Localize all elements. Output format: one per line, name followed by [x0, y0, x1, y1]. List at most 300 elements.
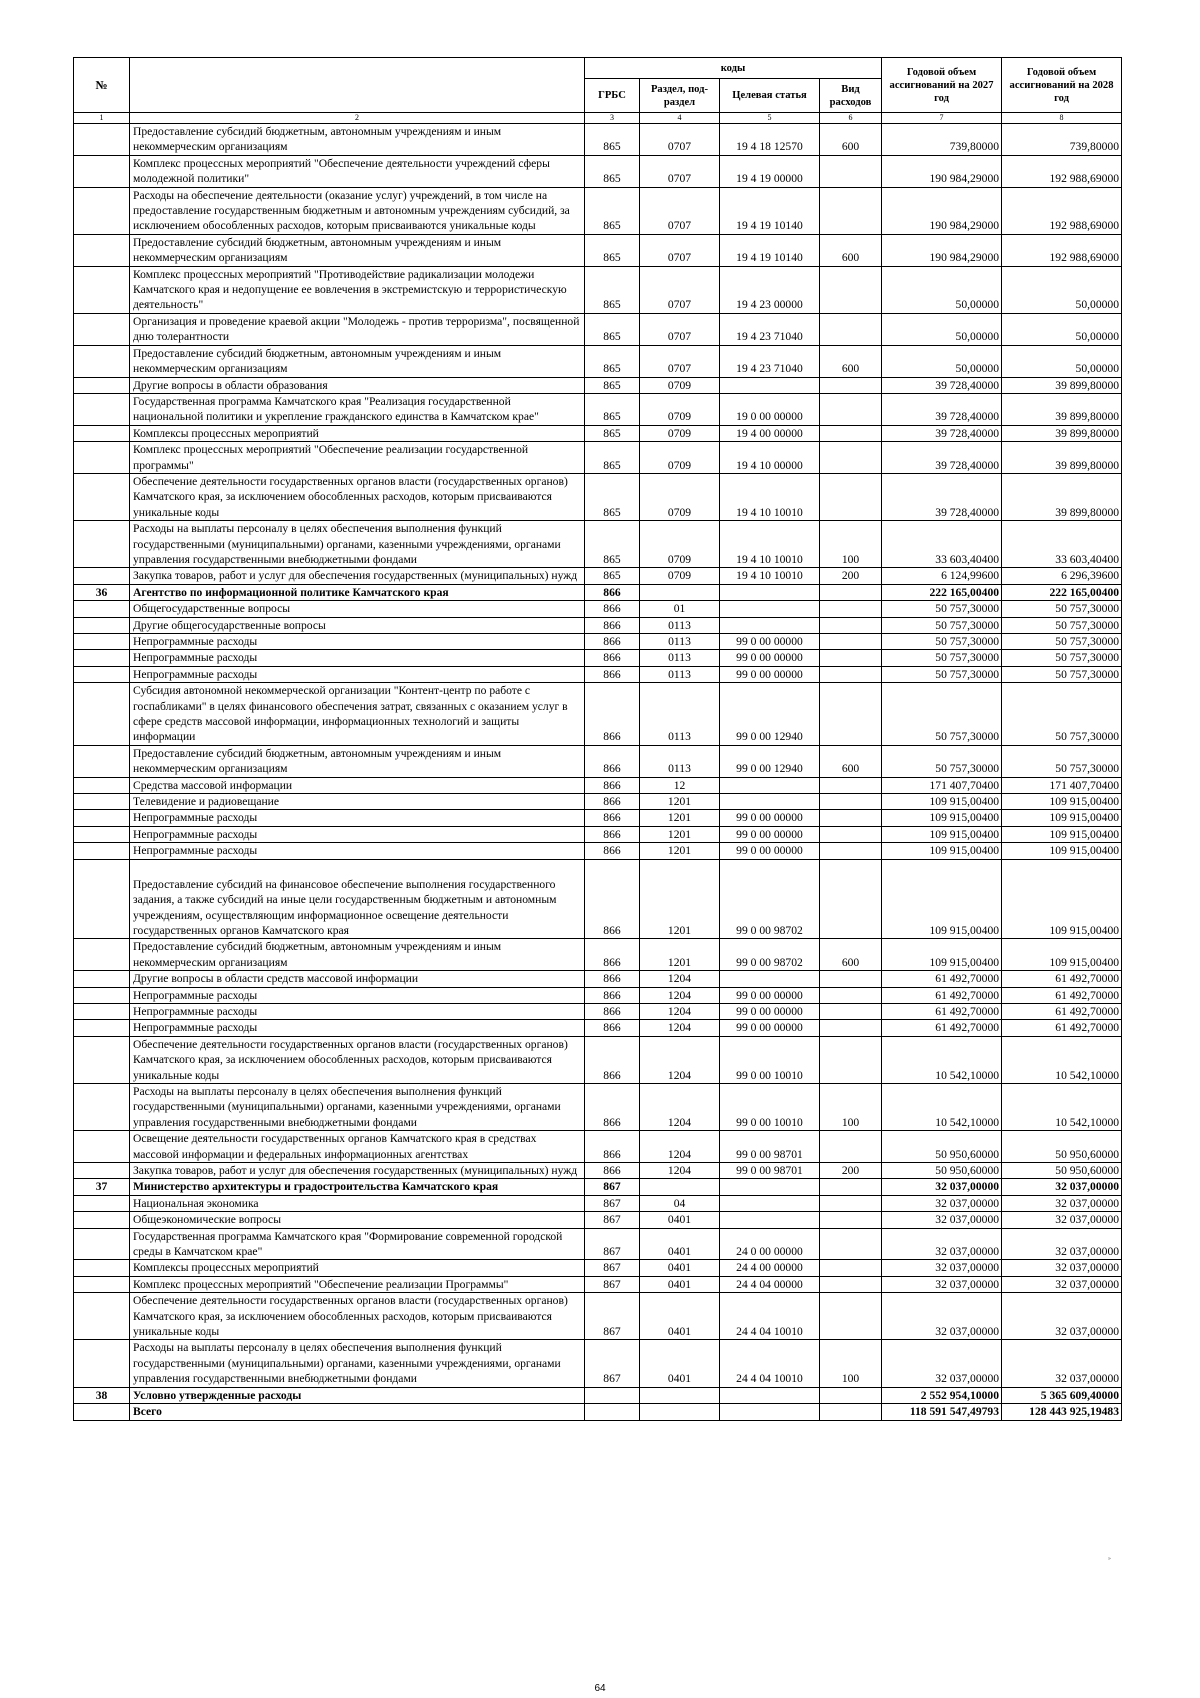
row-amount-2027: 50 757,30000: [882, 650, 1002, 666]
row-grbs: 866: [585, 650, 640, 666]
row-number: [74, 617, 130, 633]
row-number: 38: [74, 1387, 130, 1403]
table-row: [74, 987, 1122, 1003]
row-name: Обеспечение деятельности государственных органов власти (государственных органов) Камчатского края, за исключением обособленных расходов, которым присваиваются уникальные коды: [130, 1036, 585, 1083]
row-amount-2027: 118 591 547,49793: [882, 1404, 1002, 1420]
row-number: [74, 1131, 130, 1163]
row-section: 0113: [640, 617, 720, 633]
row-name: Всего: [130, 1404, 585, 1420]
row-kind: [820, 666, 882, 682]
row-target: 24 0 00 00000: [720, 1228, 820, 1260]
header-target: Целевая статья: [720, 79, 820, 113]
row-grbs: 867: [585, 1340, 640, 1387]
row-name: Национальная экономика: [130, 1195, 585, 1211]
row-amount-2028: 5 365 609,40000: [1002, 1387, 1122, 1403]
row-target: 19 4 10 10010: [720, 568, 820, 584]
row-grbs: 866: [585, 826, 640, 842]
row-number: 37: [74, 1179, 130, 1195]
row-section: 0707: [640, 155, 720, 187]
table-row: [74, 1020, 1122, 1036]
row-target: 19 4 18 12570: [720, 124, 820, 156]
row-target: 19 4 19 00000: [720, 155, 820, 187]
table-row: [74, 810, 1122, 826]
row-grbs: 865: [585, 425, 640, 441]
row-target: 19 4 23 71040: [720, 313, 820, 345]
row-amount-2028: 222 165,00400: [1002, 584, 1122, 600]
column-index: 7: [882, 113, 1002, 124]
row-grbs: 866: [585, 1131, 640, 1163]
row-number: [74, 1228, 130, 1260]
row-grbs: 867: [585, 1195, 640, 1211]
row-amount-2027: 32 037,00000: [882, 1179, 1002, 1195]
table-row: [74, 666, 1122, 682]
row-amount-2027: 39 728,40000: [882, 473, 1002, 520]
row-name: Государственная программа Камчатского края "Формирование современной городской среды в Камчатском крае": [130, 1228, 585, 1260]
row-section: 0707: [640, 345, 720, 377]
row-amount-2027: 61 492,70000: [882, 987, 1002, 1003]
table-row: [74, 745, 1122, 777]
row-kind: [820, 1260, 882, 1276]
row-section: 12: [640, 777, 720, 793]
row-kind: [820, 794, 882, 810]
row-amount-2028: 32 037,00000: [1002, 1212, 1122, 1228]
row-number: [74, 313, 130, 345]
row-section: 0709: [640, 425, 720, 441]
row-name: Расходы на обеспечение деятельности (оказание услуг) учреждений, в том числе на предоставление государственным бюджетным и автономным учреждениям субсидий, за исключением обособленных расходов, которым присваиваются уникальные коды: [130, 187, 585, 234]
row-grbs: 866: [585, 584, 640, 600]
row-amount-2028: 6 296,39600: [1002, 568, 1122, 584]
table-row: [74, 1260, 1122, 1276]
row-grbs: [585, 1387, 640, 1403]
row-name: Непрограммные расходы: [130, 810, 585, 826]
row-name: Субсидия автономной некоммерческой организации "Контент-центр по работе с госпабликами" в целях финансового обеспечения затрат, связанных с оказанием услуг в сфере средств массовой информации, информационных технологий и защиты информации: [130, 683, 585, 746]
row-number: [74, 745, 130, 777]
row-target: 99 0 00 10010: [720, 1083, 820, 1130]
row-kind: [820, 155, 882, 187]
row-grbs: 867: [585, 1179, 640, 1195]
row-kind: 600: [820, 939, 882, 971]
row-amount-2027: 10 542,10000: [882, 1083, 1002, 1130]
row-grbs: 866: [585, 1083, 640, 1130]
table-row: [74, 971, 1122, 987]
row-amount-2027: 109 915,00400: [882, 843, 1002, 859]
row-amount-2027: 50 950,60000: [882, 1131, 1002, 1163]
row-kind: [820, 650, 882, 666]
row-number: [74, 1293, 130, 1340]
row-name: Комплексы процессных мероприятий: [130, 425, 585, 441]
table-row: [74, 187, 1122, 234]
row-grbs: 866: [585, 1020, 640, 1036]
table-row: [74, 777, 1122, 793]
row-name: Непрограммные расходы: [130, 1020, 585, 1036]
row-amount-2028: 32 037,00000: [1002, 1228, 1122, 1260]
row-section: 1201: [640, 810, 720, 826]
row-name: Другие общегосударственные вопросы: [130, 617, 585, 633]
row-number: [74, 1003, 130, 1019]
row-number: [74, 939, 130, 971]
row-grbs: 865: [585, 345, 640, 377]
row-target: 99 0 00 98701: [720, 1163, 820, 1179]
row-target: [720, 794, 820, 810]
column-index: 3: [585, 113, 640, 124]
row-target: 24 4 04 10010: [720, 1340, 820, 1387]
row-amount-2027: 50 757,30000: [882, 683, 1002, 746]
row-section: 1204: [640, 1003, 720, 1019]
row-target: 19 4 00 00000: [720, 425, 820, 441]
row-number: [74, 650, 130, 666]
row-section: 0401: [640, 1228, 720, 1260]
row-target: [720, 777, 820, 793]
row-amount-2027: 32 037,00000: [882, 1212, 1002, 1228]
row-grbs: 867: [585, 1260, 640, 1276]
row-amount-2027: 50 757,30000: [882, 634, 1002, 650]
row-number: [74, 1195, 130, 1211]
row-amount-2028: 50 757,30000: [1002, 650, 1122, 666]
row-kind: 200: [820, 568, 882, 584]
row-kind: [820, 859, 882, 939]
row-target: 24 4 04 10010: [720, 1293, 820, 1340]
row-name: Агентство по информационной политике Камчатского края: [130, 584, 585, 600]
row-number: [74, 1020, 130, 1036]
row-amount-2027: 39 728,40000: [882, 393, 1002, 425]
row-kind: [820, 266, 882, 313]
row-section: 0401: [640, 1340, 720, 1387]
row-amount-2027: 109 915,00400: [882, 859, 1002, 939]
table-row: [74, 1276, 1122, 1292]
row-name: Закупка товаров, работ и услуг для обеспечения государственных (муниципальных) нужд: [130, 1163, 585, 1179]
row-grbs: 866: [585, 634, 640, 650]
header-num: №: [74, 58, 130, 113]
row-name: Комплекс процессных мероприятий "Обеспечение реализации Программы": [130, 1276, 585, 1292]
row-target: 24 4 04 00000: [720, 1276, 820, 1292]
row-kind: [820, 1212, 882, 1228]
row-kind: [820, 617, 882, 633]
row-amount-2027: 32 037,00000: [882, 1228, 1002, 1260]
row-name: Непрограммные расходы: [130, 666, 585, 682]
row-target: 99 0 00 00000: [720, 810, 820, 826]
row-grbs: 865: [585, 377, 640, 393]
row-number: [74, 859, 130, 939]
table-row: [74, 377, 1122, 393]
row-amount-2027: 61 492,70000: [882, 1020, 1002, 1036]
table-row: [74, 393, 1122, 425]
row-amount-2027: 50 757,30000: [882, 617, 1002, 633]
row-kind: 100: [820, 521, 882, 568]
row-number: [74, 187, 130, 234]
row-amount-2027: 32 037,00000: [882, 1195, 1002, 1211]
row-amount-2028: 61 492,70000: [1002, 971, 1122, 987]
table-row: [74, 313, 1122, 345]
row-section: 1204: [640, 1036, 720, 1083]
row-kind: 600: [820, 345, 882, 377]
row-kind: [820, 810, 882, 826]
row-number: [74, 1404, 130, 1420]
row-number: [74, 1212, 130, 1228]
row-number: [74, 810, 130, 826]
row-amount-2027: 61 492,70000: [882, 971, 1002, 987]
table-row: [74, 584, 1122, 600]
table-row: [74, 473, 1122, 520]
row-grbs: 865: [585, 393, 640, 425]
row-amount-2028: 32 037,00000: [1002, 1195, 1122, 1211]
row-amount-2027: 171 407,70400: [882, 777, 1002, 793]
row-amount-2028: 50 757,30000: [1002, 666, 1122, 682]
table-row: [74, 1293, 1122, 1340]
table-row: [74, 1036, 1122, 1083]
row-kind: 100: [820, 1340, 882, 1387]
row-grbs: 865: [585, 234, 640, 266]
row-amount-2027: 739,80000: [882, 124, 1002, 156]
column-index: 6: [820, 113, 882, 124]
row-kind: 600: [820, 745, 882, 777]
row-kind: [820, 1293, 882, 1340]
row-target: [720, 1212, 820, 1228]
row-target: [720, 1404, 820, 1420]
row-kind: [820, 377, 882, 393]
row-target: [720, 971, 820, 987]
row-amount-2028: 39 899,80000: [1002, 377, 1122, 393]
table-row: [74, 794, 1122, 810]
table-row: [74, 155, 1122, 187]
row-target: 99 0 00 12940: [720, 745, 820, 777]
row-grbs: 866: [585, 939, 640, 971]
row-number: [74, 521, 130, 568]
row-target: 99 0 00 00000: [720, 826, 820, 842]
row-amount-2028: 32 037,00000: [1002, 1276, 1122, 1292]
row-amount-2028: 50 757,30000: [1002, 617, 1122, 633]
row-section: 0113: [640, 745, 720, 777]
row-number: [74, 266, 130, 313]
row-section: 0709: [640, 473, 720, 520]
row-section: 1204: [640, 1163, 720, 1179]
row-target: 19 4 19 10140: [720, 187, 820, 234]
row-number: [74, 843, 130, 859]
row-kind: [820, 1179, 882, 1195]
row-name: Предоставление субсидий на финансовое обеспечение выполнения государственного задания, а также субсидий на иные цели государственным бюджетным и автономным учреждениям, осуществляющим информационное освещение деятельности государственных органов Камчатского края: [130, 859, 585, 939]
row-name: Условно утвержденные расходы: [130, 1387, 585, 1403]
row-number: [74, 124, 130, 156]
row-amount-2028: 192 988,69000: [1002, 187, 1122, 234]
row-grbs: 865: [585, 155, 640, 187]
row-number: [74, 234, 130, 266]
budget-table-sheet: [73, 57, 1121, 1421]
row-grbs: 866: [585, 601, 640, 617]
row-amount-2028: 109 915,00400: [1002, 810, 1122, 826]
row-kind: [820, 1228, 882, 1260]
row-kind: [820, 1003, 882, 1019]
table-row: [74, 442, 1122, 474]
row-target: 99 0 00 12940: [720, 683, 820, 746]
column-index: 2: [130, 113, 585, 124]
row-number: [74, 601, 130, 617]
row-number: [74, 568, 130, 584]
row-kind: [820, 826, 882, 842]
row-amount-2027: 61 492,70000: [882, 1003, 1002, 1019]
row-amount-2028: 32 037,00000: [1002, 1260, 1122, 1276]
row-amount-2028: 128 443 925,19483: [1002, 1404, 1122, 1420]
row-section: 04: [640, 1195, 720, 1211]
table-row: [74, 1131, 1122, 1163]
row-amount-2027: 50 757,30000: [882, 666, 1002, 682]
row-grbs: 865: [585, 187, 640, 234]
row-name: Закупка товаров, работ и услуг для обеспечения государственных (муниципальных) нужд: [130, 568, 585, 584]
row-grbs: 866: [585, 745, 640, 777]
row-name: Предоставление субсидий бюджетным, автономным учреждениям и иным некоммерческим организациям: [130, 939, 585, 971]
row-amount-2028: 50 950,60000: [1002, 1131, 1122, 1163]
row-amount-2027: 10 542,10000: [882, 1036, 1002, 1083]
row-section: 0113: [640, 650, 720, 666]
row-number: [74, 345, 130, 377]
row-amount-2028: 739,80000: [1002, 124, 1122, 156]
row-amount-2027: 2 552 954,10000: [882, 1387, 1002, 1403]
table-row: [74, 683, 1122, 746]
row-amount-2028: 61 492,70000: [1002, 987, 1122, 1003]
row-target: 19 4 23 00000: [720, 266, 820, 313]
row-name: Организация и проведение краевой акции "Молодежь - против терроризма", посвященной дню толерантности: [130, 313, 585, 345]
row-amount-2028: 33 603,40400: [1002, 521, 1122, 568]
row-target: 19 4 10 10010: [720, 473, 820, 520]
row-number: [74, 634, 130, 650]
row-name: Общегосударственные вопросы: [130, 601, 585, 617]
row-grbs: 865: [585, 124, 640, 156]
row-section: 1201: [640, 794, 720, 810]
row-amount-2028: 109 915,00400: [1002, 843, 1122, 859]
row-amount-2028: 39 899,80000: [1002, 442, 1122, 474]
table-row: [74, 601, 1122, 617]
header-grbs: ГРБС: [585, 79, 640, 113]
table-row: [74, 859, 1122, 939]
row-amount-2028: 50 757,30000: [1002, 634, 1122, 650]
row-grbs: 867: [585, 1212, 640, 1228]
row-section: 1201: [640, 859, 720, 939]
row-amount-2027: 50,00000: [882, 266, 1002, 313]
row-grbs: 865: [585, 473, 640, 520]
row-kind: [820, 425, 882, 441]
row-section: 0401: [640, 1212, 720, 1228]
row-kind: [820, 634, 882, 650]
row-number: [74, 826, 130, 842]
row-target: 99 0 00 98701: [720, 1131, 820, 1163]
row-name: Непрограммные расходы: [130, 634, 585, 650]
column-index: 4: [640, 113, 720, 124]
row-target: 19 4 10 10010: [720, 521, 820, 568]
row-grbs: 866: [585, 666, 640, 682]
table-row: [74, 1404, 1122, 1420]
table-row: [74, 345, 1122, 377]
row-target: [720, 601, 820, 617]
row-kind: [820, 1387, 882, 1403]
budget-allocation-table: [73, 57, 1122, 1421]
table-row: [74, 1340, 1122, 1387]
row-number: [74, 1163, 130, 1179]
row-number: [74, 155, 130, 187]
row-amount-2028: 39 899,80000: [1002, 473, 1122, 520]
row-section: 0709: [640, 568, 720, 584]
table-row: [74, 1083, 1122, 1130]
row-name: Другие вопросы в области образования: [130, 377, 585, 393]
row-section: 0707: [640, 187, 720, 234]
row-kind: [820, 1195, 882, 1211]
row-section: 0401: [640, 1260, 720, 1276]
row-target: 99 0 00 98702: [720, 939, 820, 971]
table-row: [74, 1228, 1122, 1260]
column-index: 5: [720, 113, 820, 124]
row-section: 0707: [640, 124, 720, 156]
row-target: 99 0 00 00000: [720, 1003, 820, 1019]
row-target: 19 0 00 00000: [720, 393, 820, 425]
row-amount-2027: 50 757,30000: [882, 601, 1002, 617]
row-kind: [820, 187, 882, 234]
row-target: 24 4 00 00000: [720, 1260, 820, 1276]
row-number: [74, 442, 130, 474]
row-section: 0113: [640, 634, 720, 650]
row-name: Комплекс процессных мероприятий "Обеспечение деятельности учреждений сферы молодежной политики": [130, 155, 585, 187]
row-target: 99 0 00 00000: [720, 987, 820, 1003]
row-amount-2027: 190 984,29000: [882, 155, 1002, 187]
row-grbs: 866: [585, 810, 640, 826]
row-name: Телевидение и радиовещание: [130, 794, 585, 810]
table-row: [74, 234, 1122, 266]
row-number: [74, 1036, 130, 1083]
row-amount-2028: 39 899,80000: [1002, 393, 1122, 425]
row-grbs: 865: [585, 568, 640, 584]
row-amount-2027: 109 915,00400: [882, 826, 1002, 842]
row-amount-2028: 50 757,30000: [1002, 683, 1122, 746]
row-target: 99 0 00 98702: [720, 859, 820, 939]
row-amount-2027: 39 728,40000: [882, 442, 1002, 474]
row-kind: [820, 313, 882, 345]
row-section: 0709: [640, 442, 720, 474]
row-name: Непрограммные расходы: [130, 1003, 585, 1019]
row-name: Комплекс процессных мероприятий "Обеспечение реализации государственной программы": [130, 442, 585, 474]
row-name: Непрограммные расходы: [130, 987, 585, 1003]
row-number: [74, 393, 130, 425]
row-amount-2028: 50,00000: [1002, 313, 1122, 345]
row-grbs: 865: [585, 313, 640, 345]
row-name: Министерство архитектуры и градостроительства Камчатского края: [130, 1179, 585, 1195]
row-section: 0709: [640, 393, 720, 425]
row-kind: [820, 777, 882, 793]
header-2028: Годовой объем ассигнований на 2028 год: [1002, 58, 1122, 113]
row-amount-2028: 50 757,30000: [1002, 745, 1122, 777]
row-name: Обеспечение деятельности государственных органов власти (государственных органов) Камчатского края, за исключением обособленных расходов, которым присваиваются уникальные коды: [130, 473, 585, 520]
table-row: [74, 826, 1122, 842]
row-amount-2028: 109 915,00400: [1002, 859, 1122, 939]
row-kind: [820, 987, 882, 1003]
row-section: 1204: [640, 971, 720, 987]
row-target: [720, 584, 820, 600]
row-section: 0707: [640, 234, 720, 266]
row-amount-2027: 6 124,99600: [882, 568, 1002, 584]
row-target: 99 0 00 10010: [720, 1036, 820, 1083]
row-grbs: 866: [585, 987, 640, 1003]
row-name: Непрограммные расходы: [130, 843, 585, 859]
row-amount-2028: 50,00000: [1002, 345, 1122, 377]
row-grbs: 866: [585, 617, 640, 633]
row-name: Непрограммные расходы: [130, 650, 585, 666]
row-number: [74, 1260, 130, 1276]
table-row: [74, 634, 1122, 650]
table-row: [74, 124, 1122, 156]
table-row: [74, 1212, 1122, 1228]
table-row: [74, 1387, 1122, 1403]
row-section: [640, 1179, 720, 1195]
row-name: Расходы на выплаты персоналу в целях обеспечения выполнения функций государственными (муниципальными) органами, казенными учреждениями, органами управления государственными внебюджетными фондами: [130, 1083, 585, 1130]
row-amount-2027: 32 037,00000: [882, 1276, 1002, 1292]
row-kind: [820, 442, 882, 474]
row-number: [74, 666, 130, 682]
row-number: [74, 1083, 130, 1130]
